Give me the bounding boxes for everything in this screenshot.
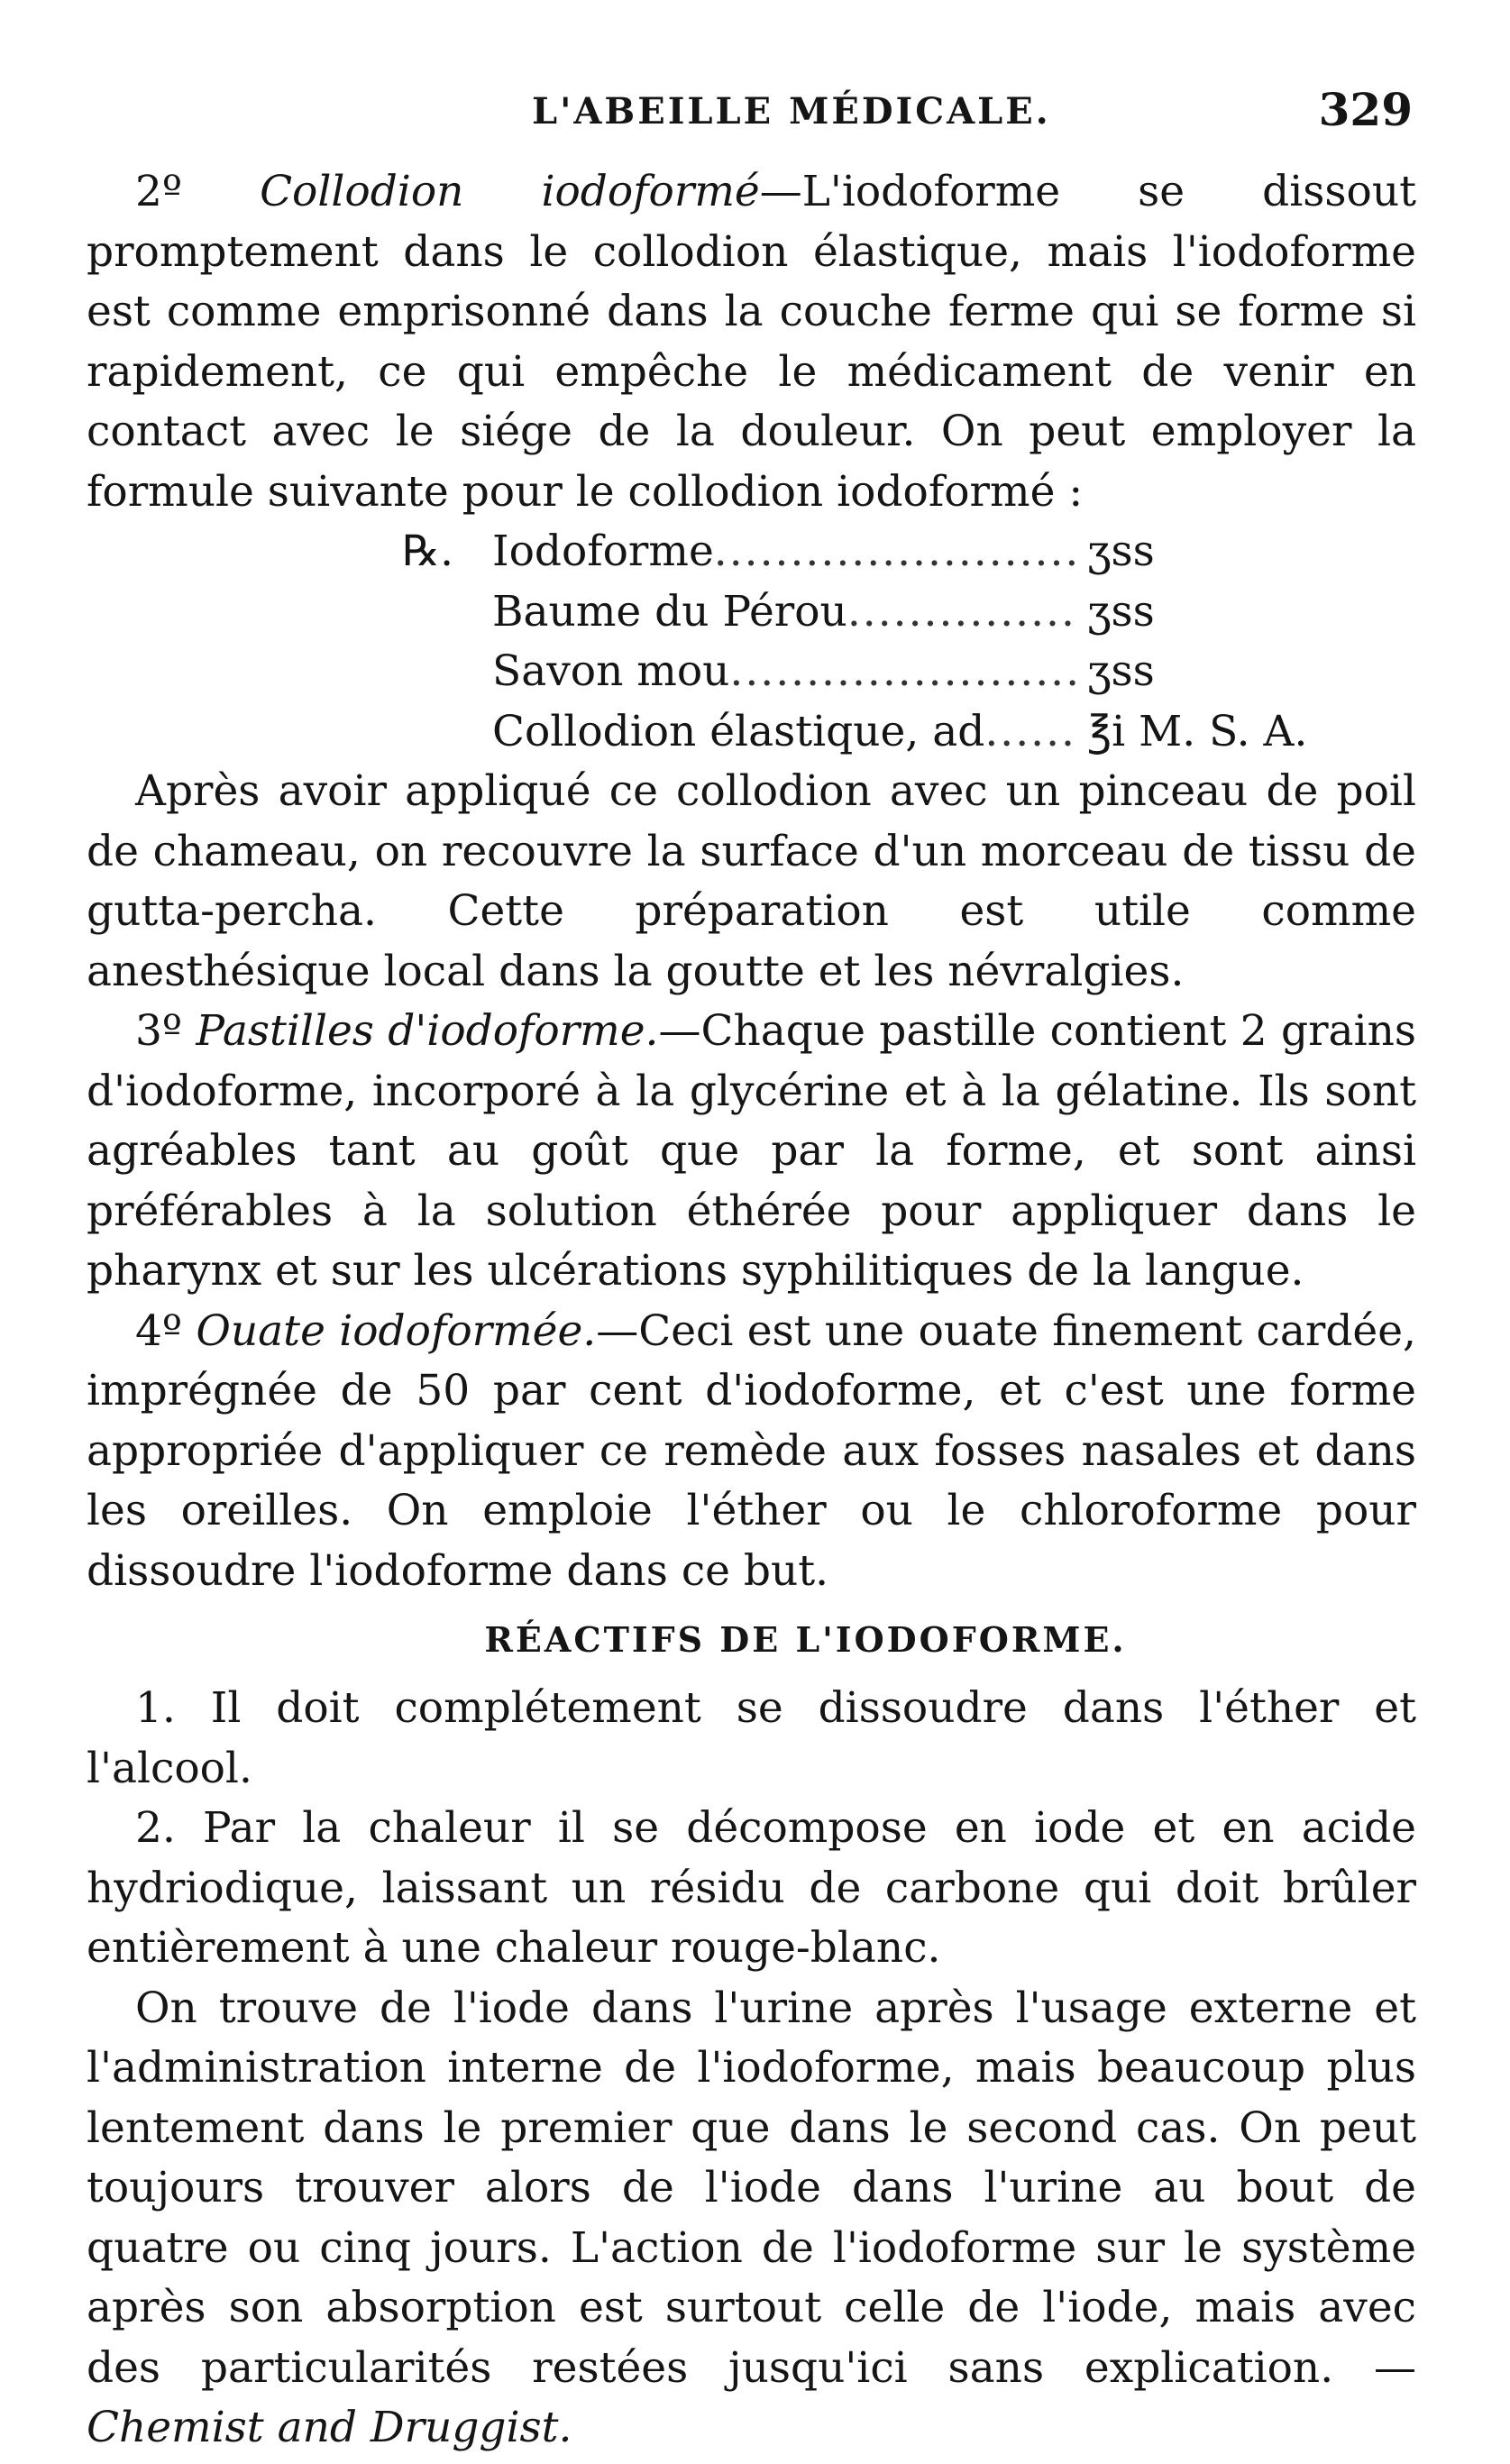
page-number: 329 [1318,83,1413,136]
ingredient-name: Baume du Pérou [492,586,847,637]
section-text: —Chaque pastille contient 2 grains d'iodoforme, incorporé à la glycérine et à la gélatine. Ils sont agréables tant au goût que par la forme, et sont ainsi préférables à la solution éthérée pour appliquer dans le pharynx et sur les ulcérations syphilitiques de la langue. [87,1006,1416,1296]
ingredient-quantity: ʒss [1087,527,1155,576]
section-text: —Ceci est une ouate finement cardée, imprégnée de 50 par cent d'iodoforme, et c'est une forme appropriée d'appliquer ce remède aux fosses nasales et dans les oreilles. On emploie l'éther ou le chloroforme pour dissoudre l'iodoforme dans ce but. [87,1305,1416,1596]
page-header [0,83,1510,137]
dot-leader [847,582,1078,643]
paragraph-urine [87,1979,1416,2459]
final-text: On trouve de l'iode dans l'urine après l'usage externe et l'administration interne de l'iodoforme, mais beaucoup plus lentement dans le premier que dans le second cas. On peut toujours trouver alors de l'iode dans l'urine au bout de quatre ou cinq jours. L'action de l'iodoforme sur le système après son absorption est surtout celle de l'iode, mais avec des particularités restées jusqu'ici sans explication. — [87,1983,1416,2393]
running-title: L'ABEILLE MÉDICALE. [532,90,1051,133]
paragraph-ouate [87,1302,1416,1602]
section-title: Collodion iodoformé [260,167,760,216]
dot-leader [984,702,1078,763]
paragraph-pastilles [87,1002,1416,1302]
ingredient-name: Collodion élastique, ad [492,706,985,756]
formula-row [402,642,1349,702]
formula-row [402,582,1349,643]
formula-row [402,522,1349,582]
recipe-symbol: ℞. [402,527,454,576]
ingredient-name: Iodoforme [492,527,714,576]
paragraph-collodion [87,162,1416,522]
ingredient-quantity: ʒss [1087,646,1155,696]
section-text: —L'iodoforme se dissout promptement dans le collodion élastique, mais l'iodoforme est comme emprisonné dans la couche ferme qui se forme si rapidement, ce qui empêche le médicament de venir en contact avec le siége de la douleur. On peut employer la formule suivante pour le collodion iodoformé : [87,167,1416,517]
page-body [87,162,1416,2459]
section-heading-reactifs: RÉACTIFS DE L'IODOFORME. [484,1619,1127,1660]
ingredient-quantity: ʒss [1087,586,1155,637]
paragraph-application: Après avoir appliqué ce collodion avec un pinceau de poil de chameau, on recouvre la surface d'un morceau de tissu de gutta-percha. Cette préparation est utile comme anesthésique local dans la goutte et les névralgies. [87,766,1416,996]
formula-row [402,702,1349,763]
source-citation: Chemist and Druggist. [87,2403,572,2452]
section-number: 3º [135,1006,197,1056]
section-title: Pastilles d'iodoforme. [196,1006,659,1056]
ingredient-quantity: ℥i M. S. A. [1087,706,1308,756]
prescription-formula [402,522,1349,762]
reactif-item: 1. Il doit complétement se dissoudre dans l'éther et l'alcool. [87,1683,1416,1793]
section-number: 2º [135,167,261,216]
section-number: 4º [135,1305,197,1356]
ingredient-name: Savon mou [492,646,730,696]
dot-leader [729,642,1078,702]
reactif-item: 2. Par la chaleur il se décompose en iode et en acide hydriodique, laissant un résidu de carbone qui doit brûler entièrement à une chaleur rouge-blanc. [87,1803,1416,1973]
dot-leader [714,522,1078,582]
section-title: Ouate iodoformée. [196,1305,597,1356]
